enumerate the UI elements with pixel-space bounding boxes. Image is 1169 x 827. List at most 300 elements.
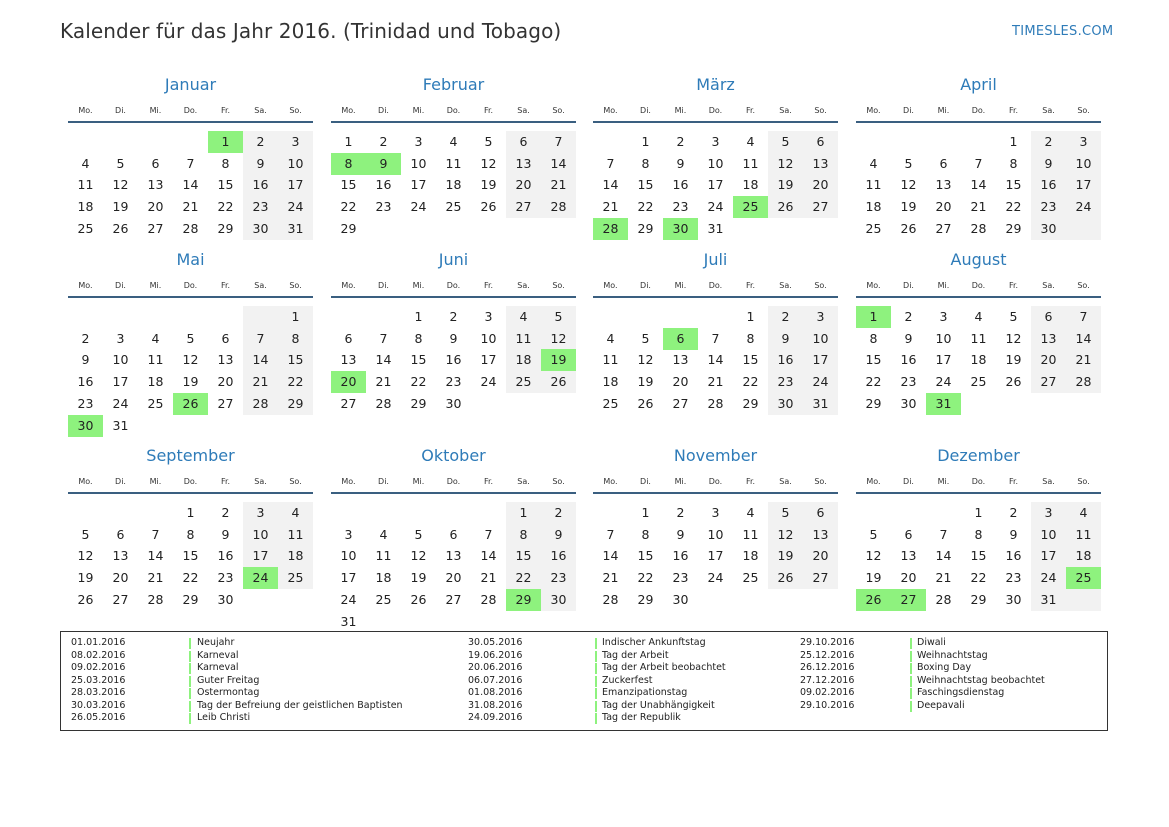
day-cell: 13	[112, 548, 129, 564]
day-cell: 29	[970, 591, 987, 607]
holiday-name: Tag der Arbeit beobachtet	[602, 662, 726, 673]
day-cell: 22	[1005, 199, 1022, 215]
day-cell: 23	[672, 199, 689, 215]
day-cell: 18	[742, 177, 759, 193]
day-cell: 12	[182, 352, 199, 368]
weekday-header: Do.	[446, 477, 461, 486]
day-cell: 24	[935, 374, 952, 390]
holiday-day-cell: 20	[331, 371, 366, 393]
holiday-name: Weihnachtstag beobachtet	[917, 674, 1045, 686]
day-cell: 17	[112, 374, 129, 390]
day-cell: 5	[116, 155, 125, 171]
holiday-marker	[910, 651, 912, 662]
day-cell: 3	[116, 330, 125, 346]
month-oktober	[331, 446, 576, 629]
day-cell: 25	[742, 570, 759, 586]
day-cell: 10	[340, 548, 357, 564]
day-cell: 22	[217, 199, 234, 215]
weekday-header: Do.	[446, 281, 461, 290]
day-cell: 24	[1075, 199, 1092, 215]
day-cell: 17	[1040, 548, 1057, 564]
day-cell: 7	[1079, 309, 1088, 324]
holiday-date: 08.02.2016	[71, 649, 126, 661]
day-cell: 21	[602, 570, 619, 586]
day-cell: 12	[480, 155, 497, 171]
holiday-name: Karneval	[197, 649, 239, 661]
day-cell: 8	[519, 526, 528, 542]
weekday-header: Fr.	[483, 477, 494, 486]
month-title: Juli	[703, 250, 728, 269]
weekday-header: Mo.	[341, 106, 356, 115]
holiday-name: Leib Christi	[197, 712, 251, 723]
day-cell: 9	[554, 526, 563, 542]
day-cell: 9	[256, 155, 265, 171]
day-cell: 2	[1044, 134, 1053, 149]
day-cell: 5	[641, 330, 650, 346]
weekday-header: Sa.	[1042, 281, 1055, 290]
holiday-legend	[60, 631, 1108, 731]
day-cell: 30	[1040, 220, 1057, 236]
day-cell: 18	[375, 570, 392, 586]
day-cell: 6	[449, 526, 458, 542]
day-cell: 11	[147, 352, 164, 368]
day-cell: 13	[445, 548, 462, 564]
day-cell: 1	[1009, 134, 1018, 149]
day-cell: 23	[217, 570, 234, 586]
weekday-header: Fr.	[483, 106, 494, 115]
day-cell: 29	[182, 591, 199, 607]
day-cell: 13	[340, 352, 357, 368]
day-cell: 3	[711, 505, 720, 520]
day-cell: 28	[707, 395, 724, 411]
month-header-rule	[856, 121, 1101, 123]
day-cell: 17	[340, 570, 357, 586]
weekday-header: Fr.	[745, 106, 756, 115]
day-cell: 3	[1044, 505, 1053, 520]
day-cell: 8	[1009, 155, 1018, 171]
holiday-date: 01.08.2016	[468, 687, 523, 698]
day-cell: 24	[480, 374, 497, 390]
day-cell: 11	[1075, 526, 1092, 542]
month-januar	[68, 75, 313, 245]
weekday-header: Di.	[115, 281, 126, 290]
holiday-day-cell: 25	[733, 196, 768, 218]
month-august	[856, 250, 1101, 420]
weekday-header: Do.	[971, 477, 986, 486]
weekday-header: Mi.	[674, 106, 687, 115]
day-cell: 2	[554, 505, 563, 520]
weekday-header: So.	[1077, 281, 1090, 290]
weekday-header: Mi.	[412, 477, 425, 486]
day-cell: 25	[515, 374, 532, 390]
day-cell: 26	[900, 220, 917, 236]
weekday-header: Di.	[903, 281, 914, 290]
day-cell: 13	[515, 155, 532, 171]
weekday-header: Sa.	[779, 106, 792, 115]
day-cell: 22	[637, 199, 654, 215]
month-april	[856, 75, 1101, 245]
day-cell: 5	[554, 309, 563, 324]
day-cell: 19	[410, 570, 427, 586]
day-cell: 20	[445, 570, 462, 586]
weekday-header: Di.	[378, 477, 389, 486]
day-cell: 30	[217, 591, 234, 607]
day-cell: 23	[777, 374, 794, 390]
weekday-header: Fr.	[745, 281, 756, 290]
day-cell: 10	[812, 330, 829, 346]
day-cell: 21	[147, 570, 164, 586]
weekday-header: Di.	[640, 477, 651, 486]
day-cell: 11	[602, 352, 619, 368]
day-cell: 2	[676, 505, 685, 520]
day-cell: 3	[711, 134, 720, 149]
day-cell: 21	[182, 199, 199, 215]
month-title: Februar	[422, 75, 485, 94]
weekday-header: Sa.	[254, 477, 267, 486]
weekday-header: Di.	[640, 281, 651, 290]
day-cell: 19	[637, 374, 654, 390]
day-cell: 17	[707, 177, 724, 193]
day-cell: 2	[81, 330, 90, 346]
day-cell: 5	[186, 330, 195, 346]
holiday-day-cell: 26	[173, 393, 208, 415]
day-cell: 4	[151, 330, 160, 346]
holiday-date: 25.12.2016	[800, 649, 855, 661]
day-cell: 16	[777, 352, 794, 368]
day-cell: 17	[480, 352, 497, 368]
weekday-header: So.	[814, 477, 827, 486]
month-title: August	[950, 250, 1007, 269]
day-cell: 9	[221, 526, 230, 542]
holiday-name: Tag der Republik	[602, 712, 681, 723]
weekday-header: Mi.	[149, 477, 162, 486]
weekday-header: Mi.	[937, 477, 950, 486]
month-header-rule	[331, 121, 576, 123]
day-cell: 22	[865, 374, 882, 390]
day-cell: 15	[182, 548, 199, 564]
day-cell: 5	[904, 155, 913, 171]
day-cell: 19	[112, 199, 129, 215]
weekday-header: Di.	[640, 106, 651, 115]
day-cell: 15	[410, 352, 427, 368]
day-cell: 14	[147, 548, 164, 564]
day-cell: 11	[77, 177, 94, 193]
month-september	[68, 446, 313, 616]
day-cell: 22	[287, 374, 304, 390]
day-cell: 4	[746, 505, 755, 520]
day-cell: 30	[1005, 591, 1022, 607]
weekday-header: Di.	[115, 106, 126, 115]
day-cell: 23	[252, 199, 269, 215]
day-cell: 21	[707, 374, 724, 390]
day-cell: 3	[816, 309, 825, 324]
day-cell: 12	[637, 352, 654, 368]
holiday-marker	[595, 713, 597, 724]
holiday-name: Faschingsdienstag	[917, 687, 1005, 698]
day-cell: 22	[970, 570, 987, 586]
holiday-date: 26.05.2016	[71, 712, 126, 723]
weekday-header: Do.	[183, 477, 198, 486]
day-cell: 24	[340, 591, 357, 607]
day-cell: 26	[1005, 374, 1022, 390]
day-cell: 21	[550, 177, 567, 193]
day-cell: 5	[781, 134, 790, 149]
day-cell: 14	[480, 548, 497, 564]
day-cell: 23	[77, 395, 94, 411]
day-cell: 20	[935, 199, 952, 215]
weekday-header: Mo.	[341, 281, 356, 290]
day-cell: 13	[217, 352, 234, 368]
holiday-date: 30.03.2016	[71, 699, 126, 711]
day-cell: 23	[1040, 199, 1057, 215]
brand-logo-text[interactable]: TIMESLES.COM	[1012, 24, 1114, 39]
weekday-header: Do.	[708, 477, 723, 486]
holiday-marker	[189, 651, 191, 662]
day-cell: 19	[182, 374, 199, 390]
day-cell: 20	[147, 199, 164, 215]
day-cell: 4	[449, 134, 458, 149]
day-cell: 22	[515, 570, 532, 586]
holiday-marker	[189, 701, 191, 712]
day-cell: 9	[1009, 526, 1018, 542]
day-cell: 1	[291, 309, 300, 324]
day-cell: 12	[777, 526, 794, 542]
day-cell: 16	[217, 548, 234, 564]
day-cell: 8	[221, 155, 230, 171]
day-cell: 15	[217, 177, 234, 193]
weekday-header: So.	[1077, 477, 1090, 486]
day-cell: 18	[147, 374, 164, 390]
holiday-date: 20.06.2016	[468, 662, 523, 673]
day-cell: 8	[641, 526, 650, 542]
day-cell: 3	[939, 309, 948, 324]
day-cell: 8	[746, 330, 755, 346]
day-cell: 15	[742, 352, 759, 368]
weekday-header: Mo.	[866, 281, 881, 290]
day-cell: 4	[974, 309, 983, 324]
day-cell: 21	[252, 374, 269, 390]
day-cell: 28	[550, 199, 567, 215]
weekday-header: Mi.	[674, 281, 687, 290]
day-cell: 24	[410, 199, 427, 215]
month-title: April	[960, 75, 997, 94]
weekday-header: Fr.	[1008, 281, 1019, 290]
day-cell: 24	[707, 570, 724, 586]
month-header-rule	[68, 296, 313, 298]
weekday-header: Mo.	[603, 281, 618, 290]
day-cell: 17	[287, 177, 304, 193]
day-cell: 3	[256, 505, 265, 520]
month-februar	[331, 75, 576, 245]
day-cell: 25	[602, 395, 619, 411]
day-cell: 29	[287, 395, 304, 411]
holiday-marker	[595, 638, 597, 649]
weekday-header: Di.	[115, 477, 126, 486]
day-cell: 20	[900, 570, 917, 586]
month-header-rule	[68, 492, 313, 494]
day-cell: 5	[1009, 309, 1018, 324]
day-cell: 27	[1040, 374, 1057, 390]
weekday-header: Di.	[378, 106, 389, 115]
holiday-marker	[910, 688, 912, 699]
weekday-header: Do.	[971, 106, 986, 115]
day-cell: 13	[812, 526, 829, 542]
day-cell: 21	[970, 199, 987, 215]
day-cell: 20	[217, 374, 234, 390]
weekday-header: So.	[289, 477, 302, 486]
day-cell: 28	[375, 395, 392, 411]
day-cell: 23	[900, 374, 917, 390]
day-cell: 21	[602, 199, 619, 215]
weekday-header: Fr.	[220, 106, 231, 115]
day-cell: 22	[340, 199, 357, 215]
day-cell: 14	[550, 155, 567, 171]
weekday-header: Sa.	[517, 477, 530, 486]
day-cell: 28	[252, 395, 269, 411]
month-header-rule	[68, 121, 313, 123]
weekday-header: Mo.	[78, 477, 93, 486]
holiday-marker	[910, 676, 912, 687]
weekday-header: Fr.	[745, 477, 756, 486]
day-cell: 9	[676, 526, 685, 542]
weekday-header: Fr.	[483, 281, 494, 290]
month-mai	[68, 250, 313, 433]
day-cell: 27	[672, 395, 689, 411]
day-cell: 9	[904, 330, 913, 346]
day-cell: 17	[252, 548, 269, 564]
weekday-header: Mo.	[603, 106, 618, 115]
weekday-header: Mi.	[149, 106, 162, 115]
day-cell: 24	[707, 199, 724, 215]
day-cell: 5	[781, 505, 790, 520]
day-cell: 12	[900, 177, 917, 193]
day-cell: 21	[480, 570, 497, 586]
weekday-header: Do.	[183, 106, 198, 115]
weekday-header: Do.	[708, 106, 723, 115]
weekday-header: Mo.	[866, 477, 881, 486]
day-cell: 6	[519, 134, 528, 149]
holiday-name: Tag der Befreiung der geistlichen Baptisten	[197, 699, 403, 711]
month-header-rule	[593, 121, 838, 123]
day-cell: 18	[445, 177, 462, 193]
day-cell: 14	[707, 352, 724, 368]
day-cell: 23	[1005, 570, 1022, 586]
day-cell: 21	[1075, 352, 1092, 368]
day-cell: 19	[865, 570, 882, 586]
day-cell: 4	[606, 330, 615, 346]
holiday-marker	[595, 651, 597, 662]
weekday-header: Fr.	[220, 477, 231, 486]
day-cell: 24	[1040, 570, 1057, 586]
day-cell: 24	[112, 395, 129, 411]
day-cell: 19	[777, 177, 794, 193]
day-cell: 14	[1075, 330, 1092, 346]
day-cell: 1	[974, 505, 983, 520]
day-cell: 1	[186, 505, 195, 520]
holiday-day-cell: 25	[1066, 567, 1101, 589]
holiday-marker	[189, 676, 191, 687]
day-cell: 1	[746, 309, 755, 324]
day-cell: 16	[1005, 548, 1022, 564]
day-cell: 14	[935, 548, 952, 564]
day-cell: 31	[812, 395, 829, 411]
day-cell: 22	[742, 374, 759, 390]
weekday-header: So.	[552, 281, 565, 290]
day-cell: 17	[935, 352, 952, 368]
day-cell: 23	[445, 374, 462, 390]
day-cell: 4	[291, 505, 300, 520]
weekday-header: Sa.	[254, 281, 267, 290]
holiday-day-cell: 27	[891, 589, 926, 611]
day-cell: 13	[1040, 330, 1057, 346]
weekday-header: Mi.	[149, 281, 162, 290]
month-header-rule	[331, 492, 576, 494]
day-cell: 27	[812, 199, 829, 215]
day-cell: 30	[900, 395, 917, 411]
weekday-header: Sa.	[779, 281, 792, 290]
day-cell: 17	[707, 548, 724, 564]
day-cell: 12	[865, 548, 882, 564]
weekday-header: Sa.	[1042, 477, 1055, 486]
day-cell: 28	[970, 220, 987, 236]
day-cell: 12	[112, 177, 129, 193]
day-cell: 2	[1009, 505, 1018, 520]
day-cell: 18	[742, 548, 759, 564]
weekday-header: Do.	[971, 281, 986, 290]
holiday-date: 09.02.2016	[800, 687, 855, 698]
day-cell: 18	[287, 548, 304, 564]
day-cell: 3	[414, 134, 423, 149]
weekday-header: Mi.	[674, 477, 687, 486]
day-cell: 8	[186, 526, 195, 542]
holiday-day-cell: 28	[593, 218, 628, 240]
holiday-day-cell: 8	[331, 153, 366, 175]
day-cell: 31	[340, 613, 357, 629]
weekday-header: So.	[1077, 106, 1090, 115]
day-cell: 19	[900, 199, 917, 215]
day-cell: 24	[287, 199, 304, 215]
day-cell: 4	[379, 526, 388, 542]
holiday-name: Zuckerfest	[602, 674, 653, 686]
day-cell: 3	[1079, 134, 1088, 149]
month-title: Januar	[164, 75, 217, 94]
holiday-marker	[595, 676, 597, 687]
day-cell: 15	[515, 548, 532, 564]
holiday-marker	[910, 701, 912, 712]
holiday-date: 06.07.2016	[468, 674, 523, 686]
weekday-header: Fr.	[1008, 477, 1019, 486]
weekday-header: Sa.	[254, 106, 267, 115]
day-cell: 28	[480, 591, 497, 607]
weekday-header: Do.	[708, 281, 723, 290]
day-cell: 1	[641, 505, 650, 520]
weekday-header: Mo.	[341, 477, 356, 486]
day-cell: 26	[777, 570, 794, 586]
holiday-name: Boxing Day	[917, 662, 972, 673]
day-cell: 5	[81, 526, 90, 542]
day-cell: 22	[637, 570, 654, 586]
day-cell: 4	[81, 155, 90, 171]
day-cell: 15	[970, 548, 987, 564]
day-cell: 8	[414, 330, 423, 346]
day-cell: 11	[287, 526, 304, 542]
day-cell: 27	[112, 591, 129, 607]
weekday-header: Di.	[903, 106, 914, 115]
day-cell: 4	[519, 309, 528, 324]
holiday-marker	[189, 638, 191, 649]
day-cell: 29	[865, 395, 882, 411]
holiday-date: 28.03.2016	[71, 687, 126, 698]
